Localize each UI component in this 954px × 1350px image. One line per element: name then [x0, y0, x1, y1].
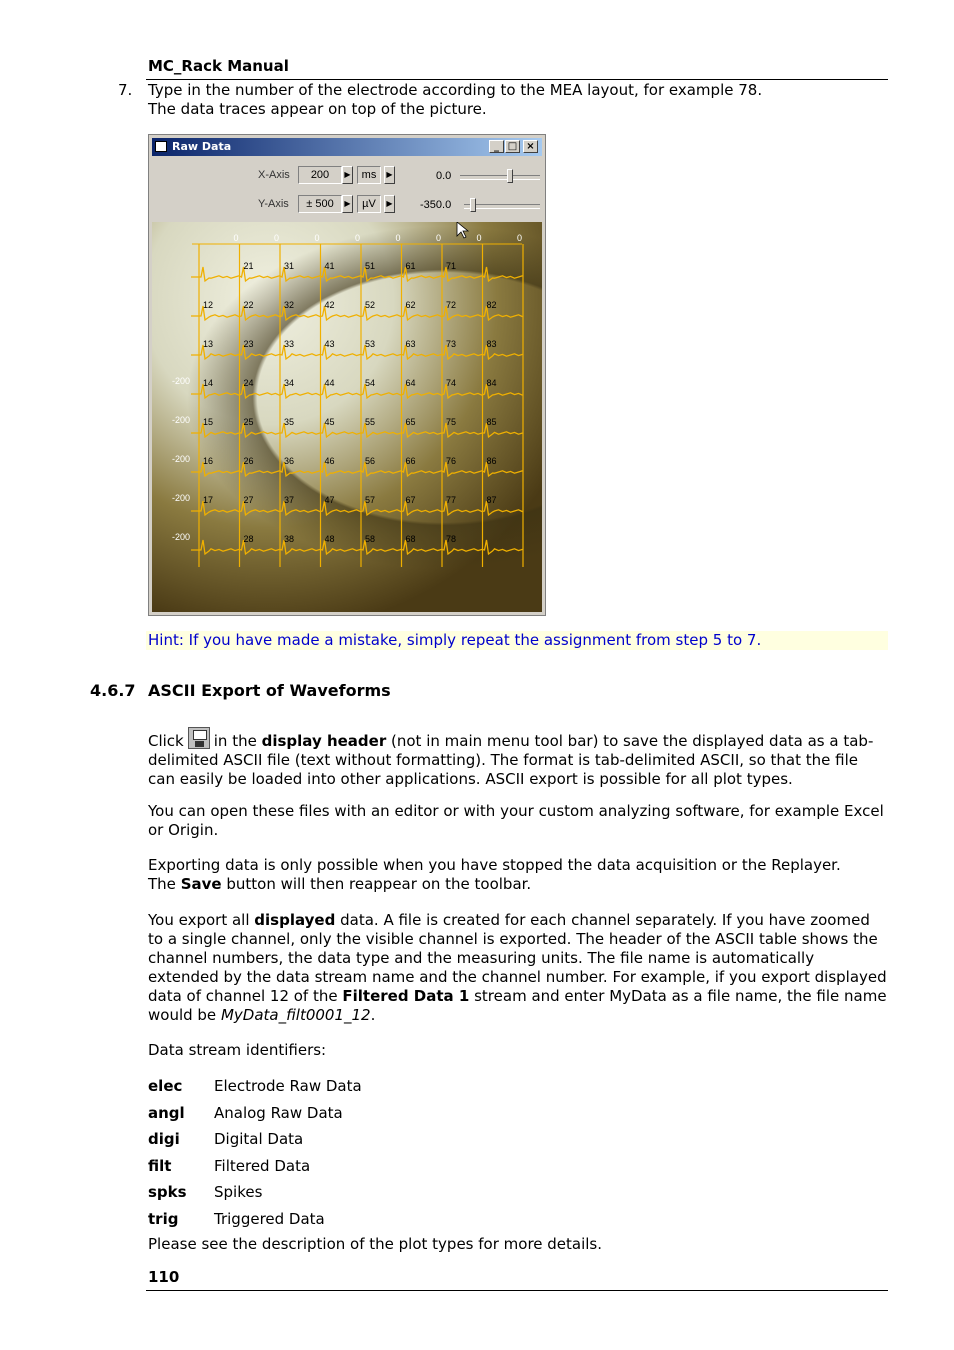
x-axis-label: X-Axis	[258, 169, 290, 181]
identifier-value: Digital Data	[214, 1130, 304, 1148]
waveform-trace	[191, 384, 523, 398]
y-axis-label: Y-Axis	[258, 198, 289, 210]
identifier-value: Electrode Raw Data	[214, 1077, 362, 1095]
electrode-label: 52	[365, 300, 376, 310]
x-axis-value-arrow[interactable]: ▶	[342, 166, 353, 184]
electrode-label: 43	[324, 339, 335, 349]
x-axis-unit-field[interactable]: ms	[357, 166, 381, 184]
electrode-label: 83	[486, 339, 497, 349]
section-number: 4.6.7	[90, 681, 136, 700]
electrode-label: 77	[446, 495, 457, 505]
y-axis-value-field[interactable]: ± 500	[298, 195, 342, 213]
y-tick-label: -200	[172, 415, 191, 425]
electrode-label: 12	[203, 300, 214, 310]
electrode-label: 44	[324, 378, 335, 388]
electrode-label: 24	[243, 378, 254, 388]
electrode-label: 56	[365, 456, 376, 466]
electrode-label: 62	[405, 300, 416, 310]
minimize-button[interactable]: _	[489, 140, 504, 153]
identifier-key: digi	[148, 1130, 180, 1148]
electrode-label: 68	[405, 534, 416, 544]
electrode-label: 27	[243, 495, 254, 505]
electrode-label: 53	[365, 339, 376, 349]
electrode-label: 38	[284, 534, 295, 544]
step-line-1: Type in the number of the electrode according to the MEA layout, for example 78.	[148, 81, 763, 99]
footer-rule	[146, 1290, 888, 1291]
electrode-label: 72	[446, 300, 457, 310]
waveform-trace	[191, 423, 523, 437]
paragraph-editor: You can open these files with an editor or with your custom analyzing software, for example Excel or Origin.	[148, 802, 884, 839]
paragraph-click-save: Click in the display header (not in main menu tool bar) to save the displayed data as a tab-delimited ASCII file (text without formatting). The format is tab-delimited ASCII, so that the file can easily be loaded into other applications. ASCII export is possible for all plot types.	[148, 727, 888, 789]
electrode-label: 33	[284, 339, 295, 349]
top-tick-label: 0	[436, 233, 442, 243]
page-number: 110	[148, 1268, 180, 1286]
electrode-label: 47	[324, 495, 335, 505]
y-axis-unit-arrow[interactable]: ▶	[384, 195, 395, 213]
x-axis-value-field[interactable]: 200	[298, 166, 342, 184]
electrode-label: 82	[486, 300, 497, 310]
mea-plot-area	[152, 222, 542, 612]
electrode-label: 67	[405, 495, 416, 505]
top-tick-label: 0	[233, 233, 239, 243]
y-axis-value-arrow[interactable]: ▶	[342, 195, 353, 213]
electrode-label: 84	[486, 378, 497, 388]
top-tick-label: 0	[476, 233, 482, 243]
step-text	[148, 81, 762, 119]
electrode-label: 61	[405, 261, 416, 271]
top-tick-label: 0	[314, 233, 320, 243]
close-button[interactable]: ×	[523, 140, 538, 153]
electrode-label: 45	[324, 417, 335, 427]
mea-traces	[152, 222, 542, 612]
electrode-label: 32	[284, 300, 295, 310]
identifier-key: elec	[148, 1077, 183, 1095]
electrode-label: 28	[243, 534, 254, 544]
step-line-2: The data traces appear on top of the picture.	[148, 100, 487, 118]
electrode-label: 75	[446, 417, 457, 427]
electrode-label: 23	[243, 339, 254, 349]
electrode-label: 57	[365, 495, 376, 505]
electrode-label: 41	[324, 261, 335, 271]
identifier-value: Filtered Data	[214, 1157, 311, 1175]
window-icon	[155, 141, 167, 152]
y-axis-slider-thumb[interactable]	[470, 198, 476, 212]
x-axis-slider[interactable]	[460, 175, 540, 180]
window-title: Raw Data	[172, 140, 232, 153]
electrode-label: 64	[405, 378, 416, 388]
y-tick-label: -200	[172, 454, 191, 464]
electrode-label: 15	[203, 417, 214, 427]
electrode-label: 34	[284, 378, 295, 388]
section-title: ASCII Export of Waveforms	[148, 681, 391, 700]
electrode-label: 74	[446, 378, 457, 388]
electrode-label: 85	[486, 417, 497, 427]
electrode-label: 22	[243, 300, 254, 310]
electrode-label: 42	[324, 300, 335, 310]
waveform-trace	[191, 306, 523, 320]
electrode-label: 76	[446, 456, 457, 466]
paragraph-export-all: You export all displayed data. A file is created for each channel separately. If you have zoomed to a single channel, only the visible channel is exported. The header of the ASCII table shows the channel numbers, the data type and the measuring units. The file name is automatically extended by the data stream name and the channel number. For example, if you export displayed data of channel 12 of the Filtered Data 1 stream and enter MyData as a file name, the file name would be MyData_filt0001_12.	[148, 911, 887, 1024]
maximize-button[interactable]: □	[505, 140, 520, 153]
hint-box: Hint: If you have made a mistake, simply repeat the assignment from step 5 to 7.	[146, 631, 888, 650]
electrode-label: 86	[486, 456, 497, 466]
electrode-label: 21	[243, 261, 254, 271]
top-tick-label: 0	[517, 233, 523, 243]
electrode-label: 17	[203, 495, 214, 505]
x-axis-slider-value: 0.0	[436, 170, 452, 182]
electrode-label: 54	[365, 378, 376, 388]
electrode-label: 16	[203, 456, 214, 466]
y-tick-label: -200	[172, 376, 191, 386]
electrode-label: 36	[284, 456, 295, 466]
electrode-label: 55	[365, 417, 376, 427]
electrode-label: 65	[405, 417, 416, 427]
x-axis-unit-arrow[interactable]: ▶	[384, 166, 395, 184]
window-titlebar	[152, 138, 542, 156]
mouse-cursor-icon	[457, 222, 468, 238]
electrode-label: 26	[243, 456, 254, 466]
electrode-label: 48	[324, 534, 335, 544]
waveform-trace	[191, 540, 523, 554]
header-rule	[146, 79, 888, 80]
electrode-label: 13	[203, 339, 214, 349]
running-header: MC_Rack Manual	[148, 57, 289, 75]
paragraph-identifiers-intro: Data stream identifiers:	[148, 1041, 327, 1059]
electrode-label: 63	[405, 339, 416, 349]
electrode-label: 71	[446, 261, 457, 271]
waveform-trace	[191, 462, 523, 476]
electrode-label: 51	[365, 261, 376, 271]
top-tick-label: 0	[395, 233, 401, 243]
electrode-label: 14	[203, 378, 214, 388]
y-axis-slider-value: -350.0	[420, 199, 452, 211]
waveform-trace	[191, 267, 523, 281]
identifier-value: Analog Raw Data	[214, 1104, 343, 1122]
y-axis-unit-field[interactable]: µV	[357, 195, 381, 213]
top-tick-label: 0	[355, 233, 361, 243]
identifier-value: Triggered Data	[214, 1210, 325, 1228]
display-header	[152, 158, 542, 222]
electrode-label: 25	[243, 417, 254, 427]
identifier-key: angl	[148, 1104, 185, 1122]
identifier-value: Spikes	[214, 1183, 263, 1201]
electrode-label: 46	[324, 456, 335, 466]
save-icon	[188, 727, 210, 749]
electrode-label: 58	[365, 534, 376, 544]
raw-data-window	[148, 134, 546, 616]
y-tick-label: -200	[172, 493, 191, 503]
waveform-trace	[191, 501, 523, 515]
y-tick-label: -200	[172, 532, 191, 542]
identifier-key: trig	[148, 1210, 179, 1228]
electrode-label: 78	[446, 534, 457, 544]
top-tick-label: 0	[274, 233, 280, 243]
paragraph-exporting: Exporting data is only possible when you have stopped the data acquisition or the Replayer. The Save button will then reappear on the toolbar.	[148, 856, 841, 893]
electrode-label: 37	[284, 495, 295, 505]
paragraph-see-plot-types: Please see the description of the plot types for more details.	[148, 1235, 603, 1253]
electrode-label: 87	[486, 495, 497, 505]
identifier-key: spks	[148, 1183, 187, 1201]
waveform-trace	[191, 345, 523, 359]
electrode-label: 73	[446, 339, 457, 349]
electrode-label: 31	[284, 261, 295, 271]
electrode-label: 66	[405, 456, 416, 466]
identifier-key: filt	[148, 1157, 172, 1175]
step-number: 7.	[118, 81, 133, 99]
electrode-label: 35	[284, 417, 295, 427]
x-axis-slider-thumb[interactable]	[507, 169, 513, 183]
